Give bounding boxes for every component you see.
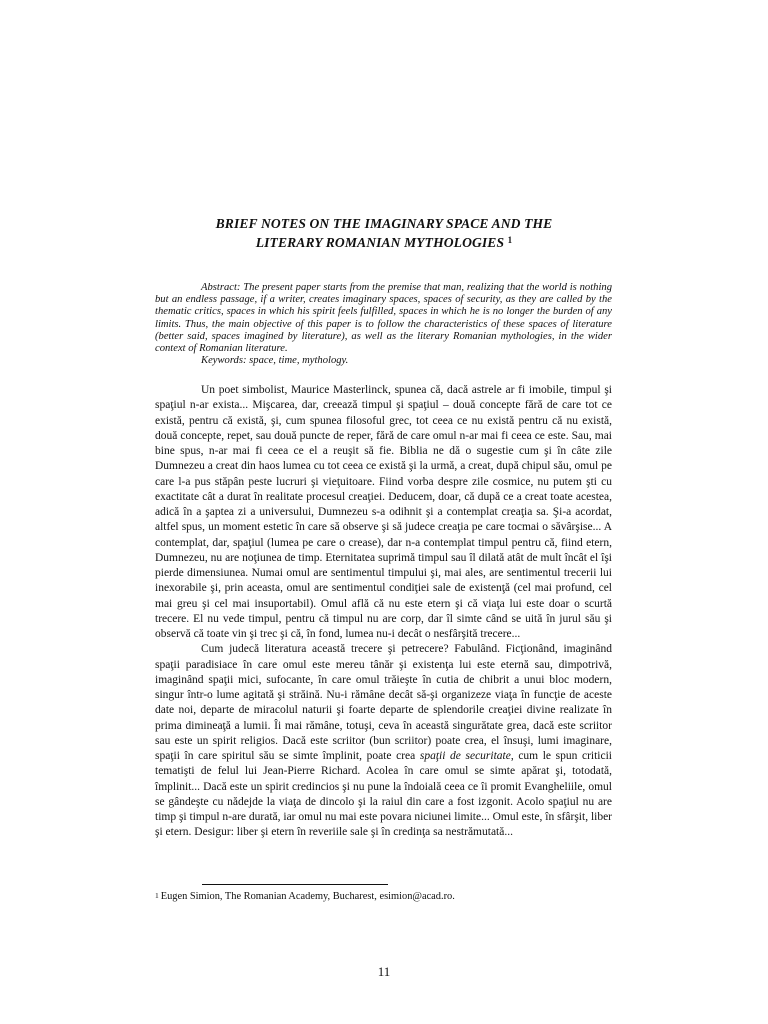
abstract-text: Abstract: The present paper starts from the premise that man, realizing that the world is nothing but an endless passage, if a writer, creates imaginary spaces, spaces of security, as they are called by the thematic critics, spaces in which his spirit feels fulfilled, spaces in which he is no longer the burden of any limits. Thus, the main objective of this paper is to follow the characteristics of these spaces of literature (better said, spaces imagined by literature), as well as the literary Romanian mythologies, in the wider context of Romanian literature. [155, 282, 612, 355]
footnote-text: Eugen Simion, The Romanian Academy, Bucharest, esimion@acad.ro. [160, 891, 455, 902]
title-line-2 [150, 233, 618, 252]
abstract [155, 282, 612, 367]
footnote-divider [202, 884, 388, 885]
title-footnote-marker: 1 [507, 235, 513, 245]
paragraph-2-emphasis: spaţii de securitate [419, 750, 511, 762]
keywords: Keywords: space, time, mythology. [201, 355, 349, 367]
body-paragraph-2 [155, 642, 612, 840]
footnote [155, 891, 612, 903]
title-line-2-text: LITERARY ROMANIAN MYTHOLOGIES [255, 235, 505, 250]
paper-title [150, 214, 618, 252]
body-paragraph-1: Un poet simbolist, Maurice Masterlinck, spunea că, dacă astrele ar fi imobile, timpul şi spaţiul n-ar exista... Mişcarea, dar, creează timpul şi spaţiul – două concepte fără de care tot ce există, pentru că există, şi, cum spunea filosoful grec, tot ceea ce nu există pentru că nu există, două concepte, repet, sau două puncte de reper, fără de care omul n-ar mai fi ceea ce este. Sau, mai bine spus, n-ar mai fi ceea ce el a reuşit să fie. Biblia ne dă o sugestie cum şi în câte zile Dumnezeu a creat din haos lumea cu tot ceea ce există şi la urmă, a creat, după chipul său, omul pe care l-a pus stăpân peste lucruri şi vieţuitoare. Fiind vorba despre zile cosmice, nu putem şti cu exactitate cât a durat în realitate procesul creaţiei. Deducem, doar, că după ce a creat toate acestea, adică în a şaptea zi a universului, Dumnezeu s-a odihnit şi a contemplat creaţia sa. Şi-a acordat, altfel spus, un moment estetic în care să observe şi să judece creaţia pe care tocmai o săvârşise... A contemplat, dar, spaţiul (lumea pe care o crease), dar n-a contemplat timpul pentru că, fiind etern, Dumnezeu, nu are noţiunea de timp. Eternitatea suprimă timpul sau îl dilată atât de mult încât el îşi pierde dimensiunea. Numai omul are sentimentul timpului şi, mai ales, are sentimentul trecerii lui inexorabile şi, prin aceasta, omul are sentimentul condiţiei sale de existenţă (cel mai profund, cel mai greu şi cel mai insuportabil). Omul află că nu este etern şi că viaţa lui este doar o scurtă trecere. El nu vede timpul, pentru că timpul nu are corp, dar îl simte când se uită în jurul său şi observă că toate vin şi trec şi că, în fond, lumea nu-i decât o nesfârşită trecere... [155, 384, 612, 640]
page-number: 11 [377, 964, 391, 979]
paragraph-2-start: Cum judecă literatura această trecere şi petrecere? Fabulând. Ficţionând, imaginând spaţii paradisiace în care omul este mereu tânăr şi existenţa lui este eternă sau, dimpotrivă, imaginând spaţii mici, sufocante, în care omul trăieşte în cutia de chibrit a unui bloc modern, singur într-o lume agitată şi străină. Nu-i rămâne decât să-şi organizeze viaţa în funcţie de aceste date noi, departe de miracolul naturii şi foarte departe de splendorile creaţiei divine realizate în prima dimineaţă a lumii. Îi mai rămâne, totuşi, ceva în această singurătate grea, dacă este scriitor sau este un spirit religios. Dacă este scriitor (bun scriitor) poate crea, el însuşi, lumi imaginare, spaţii în care spiritul său se simte împlinit, poate crea [155, 643, 612, 762]
paragraph-2-end: , cum le spun criticii tematişti de felul lui Jean-Pierre Richard. Acolea în care omul se simte apărat şi, totodată, împlinit... Dacă este un spirit credincios şi nu pune la îndoială ceea ce îi promit Evangheliile, omul se gândeşte cu nădejde la viaţa de dincolo şi la raiul din care a fost izgonit. Acolo spaţiul nu are timp şi timpul n-are durată, iar omul nu mai este povara niciunei limite... Omul este, în sfârşit, liber şi etern. Desigur: liber şi etern în reveriile sale şi în credinţa sa nestrămutată... [155, 750, 613, 839]
title-line-1: BRIEF NOTES ON THE IMAGINARY SPACE AND THE [215, 216, 553, 231]
footnote-marker: 1 [155, 891, 159, 900]
body-text [155, 383, 612, 841]
